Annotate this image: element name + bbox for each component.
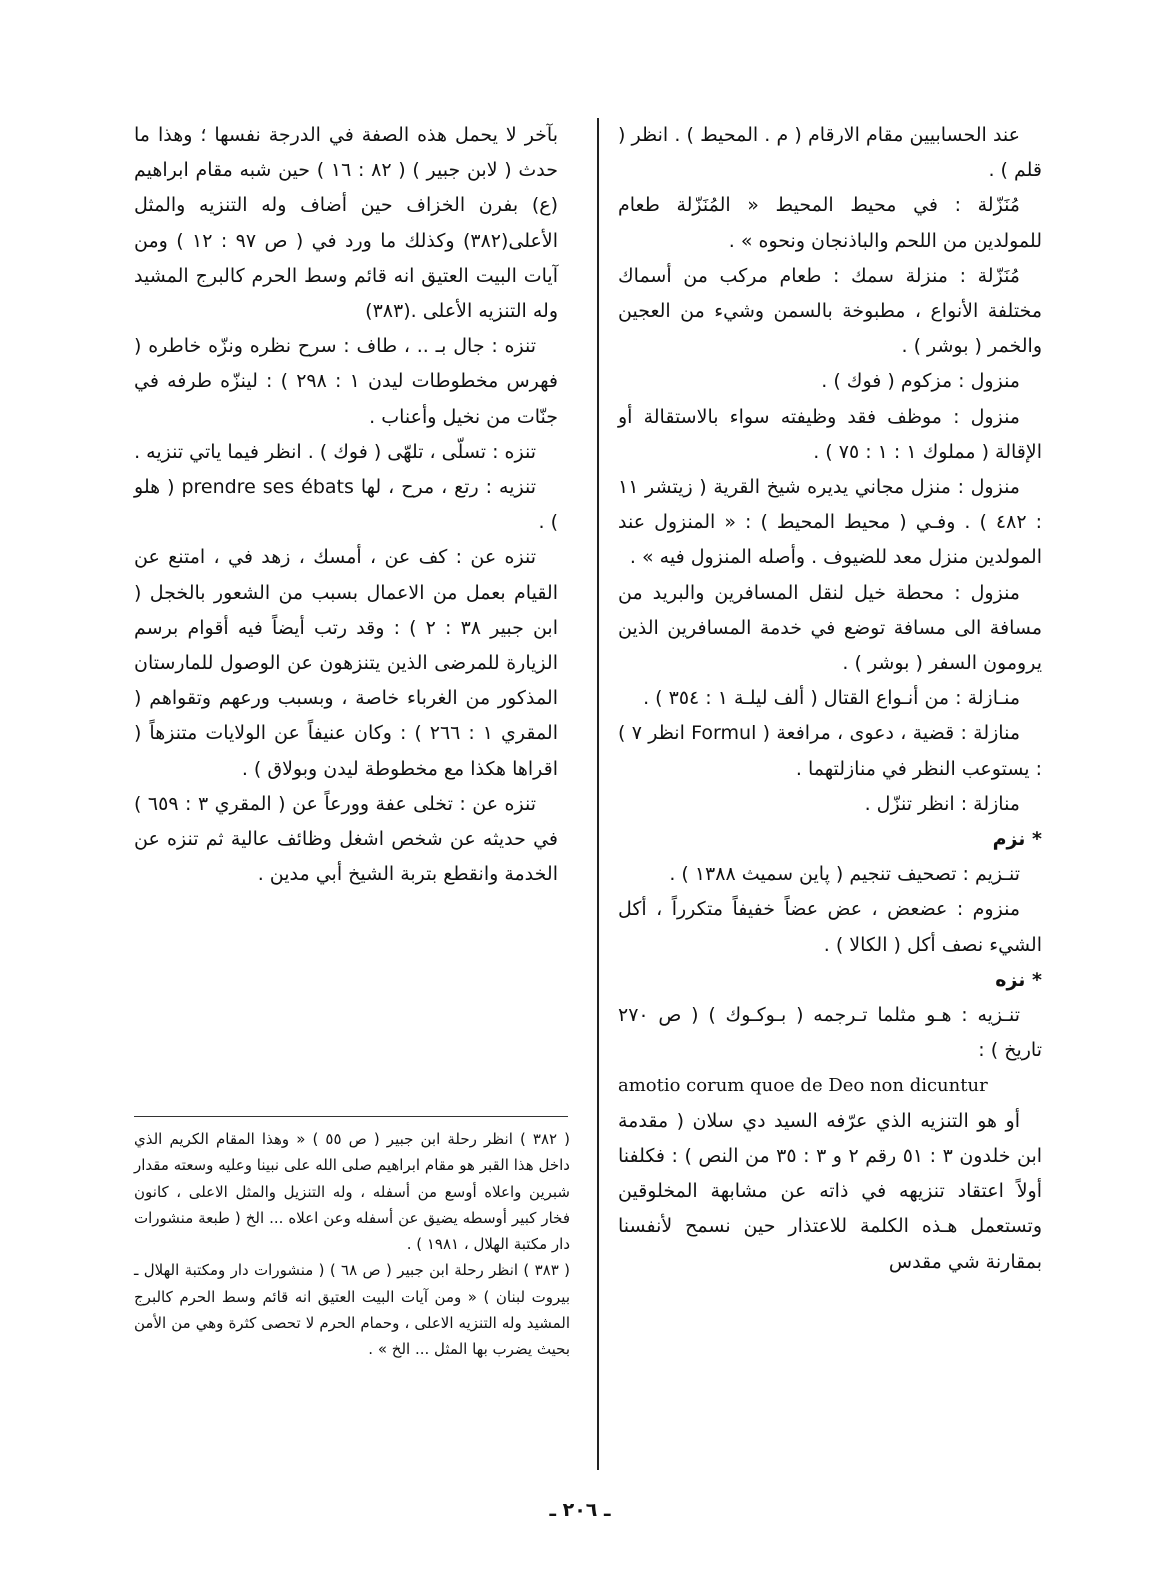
right-column-entry: منزوم : عضعض ، عض عضاً خفيفاً متكرراً ، أكل الشيء نصف أكل ( الكالا ) . <box>618 898 1042 956</box>
right-column-entry: منزول : محطة خيل لنقل المسافرين والبريد من مسافة الى مسافة توضع في خدمة المسافرين الذين يرومون السفر ( بوشر ) . <box>618 581 1042 675</box>
column-divider <box>597 118 599 1470</box>
right-column-entry: منازلة : انظر تنزّل . <box>864 792 1020 815</box>
page-number: ـ ٢٠٦ ـ <box>549 1499 611 1521</box>
left-column-entry: تنزه عن : تخلى عفة وورعاً عن ( المقري ٣ : ٦٥٩ ) في حديثه عن شخص اشغل وظائف عالية ثم تنزه عن الخدمة وانقطع بتربة الشيخ أبي مدين . <box>134 792 558 886</box>
footnote: ( ٣٨٢ ) انظر رحلة ابن جبير ( ص ٥٥ ) « وهذا المقام الكريم الذي داخل هذا القبر هو مقام ابراهيم صلى الله على نبينا وعليه وسعته مقدار شبرين واعلاه أوسع من أسفله ، وله التنزيل والمثل الاعلى ، كانون فخار كبير أوسطه يضيق عن أسفله وعن اعلاه ... الخ ( طبعة منشورات دار مكتبة الهلال ، ١٩٨١ ) . <box>134 1130 571 1254</box>
footnote: ( ٣٨٣ ) انظر رحلة ابن جبير ( ص ٦٨ ) ( منشورات دار ومكتبة الهلال ـ بيروت لبنان ) « ومن آيات البيت العتيق انه قائم وسط الحرم كالبرج المشيد وله التنزيه الاعلى ، وحمام الحرم لا تحصى كثرة وهي من الأمن بحيث يضرب بها المثل ... الخ » . <box>134 1261 570 1359</box>
left-column-entry: تنزه : جال بـ .. ، طاف : سرح نظره ونزّه خاطره ( فهرس مخطوطات ليدن ١ : ٢٩٨ ) : لينزّه طرفه في جنّات من نخيل وأعناب . <box>134 335 559 428</box>
right-column <box>618 118 1042 1280</box>
right-column-entry: تنـزيه : هـو مثلما تـرجمه ( بـوكـوك ) ( ص ٢٧٠ تاريخ ) : <box>618 1004 1042 1062</box>
right-column-entry: منـازلة : من أنـواع القتال ( ألف ليلـة ١ : ٣٥٤ ) . <box>643 687 1020 710</box>
right-column-entry: عند الحسابيين مقام الارقام ( م . المحيط ) . انظر ( قلم ) . <box>618 124 1042 182</box>
right-column-entry: منازلة : قضية ، دعوى ، مرافعة ( Formul انظر ٧ ) : يستوعب النظر في منازلتهما . <box>618 722 1042 780</box>
right-column-entry: مُنَزّلة : في محيط المحيط « المُنَزّلة طعام للمولدين من اللحم والباذنجان ونحوه » . <box>618 194 1042 252</box>
right-column-entry: منزول : منزل مجاني يديره شيخ القرية ( زيتشر ١١ : ٤٨٢ ) . وفـي ( محيط المحيط ) : « المنزول عند المولدين منزل معد للضيوف . وأصله المنزول فيه » . <box>618 476 1042 569</box>
right-column-entry: * نزه <box>995 968 1042 991</box>
right-column-entry: مُنَزّلة : منزلة سمك : طعام مركب من أسماك مختلفة الأنواع ، مطبوخة بالسمن وشيء من العجين والخمر ( بوشر ) . <box>618 264 1042 358</box>
right-column-entry: تنـزيم : تصحيف تنجيم ( پاين سميث ١٣٨٨ ) . <box>669 863 1020 886</box>
left-column-entry: تنزه : تسلّى ، تلهّى ( فوك ) . انظر فيما ياتي تنزيه . <box>134 440 536 463</box>
left-column-entry: تنزيه : رتع ، مرح ، لها prendre ses ébats ( هلو ) . <box>134 476 558 534</box>
right-column-entry: amotio corum quoe de Deo non dicuntur <box>618 1075 988 1097</box>
left-column <box>134 118 558 892</box>
right-column-entry: منزول : مزكوم ( فوك ) . <box>821 370 1020 393</box>
left-column-entry: بآخر لا يحمل هذه الصفة في الدرجة نفسها ؛ وهذا ما حدث ( لابن جبير ) ( ٨٢ : ١٦ ) حين شبه مقام ابراهيم (ع) بفرن الخزاف حين أضاف وله التنزيه والمثل الأعلى(٣٨٢) وكذلك ما ورد في ( ص ٩٧ : ١٢ ) ومن آيات البيت العتيق انه قائم وسط الحرم كالبرج المشيد وله التنزيه الأعلى .(٣٨٣) <box>134 124 558 323</box>
right-column-entry: منزول : موظف فقد وظيفته سواء بالاستقالة أو الإقالة ( مملوك ١ : ١ : ٧٥ ) . <box>618 405 1042 463</box>
footnotes <box>134 1126 570 1363</box>
right-column-entry: أو هو التنزيه الذي عرّفه السيد دي سلان ( مقدمة ابن خلدون ٣ : ٥١ رقم ٢ و ٣ : ٣٥ من النص ) : فكلفنا أولاً اعتقاد تنزيهه في ذاته عن مشابهة المخلوقين وتستعمل هـذه الكلمة للاعتذار حين نسمح لأنفسنا بمقارنة شي مقدس <box>618 1109 1043 1273</box>
right-column-entry: * نزم <box>992 828 1042 851</box>
left-column-entry: تنزه عن : كف عن ، أمسك ، زهد في ، امتنع عن القيام بعمل من الاعمال بسبب من الشعور بالخجل ( ابن جبير ٣٨ : ٢ ) : وقد رتب أيضاً فيه أقوام برسم الزيارة للمرضى الذين يتنزهون عن الوصول للمارستان المذكور من الغرباء خاصة ، وبسبب ورعهم وتقواهم ( المقري ١ : ٢٦٦ ) : وكان عنيفاً عن الولايات متنزهاً ( اقراها هكذا مع مخطوطة ليدن وبولاق ) . <box>134 546 559 780</box>
footnote-rule <box>134 1116 568 1117</box>
